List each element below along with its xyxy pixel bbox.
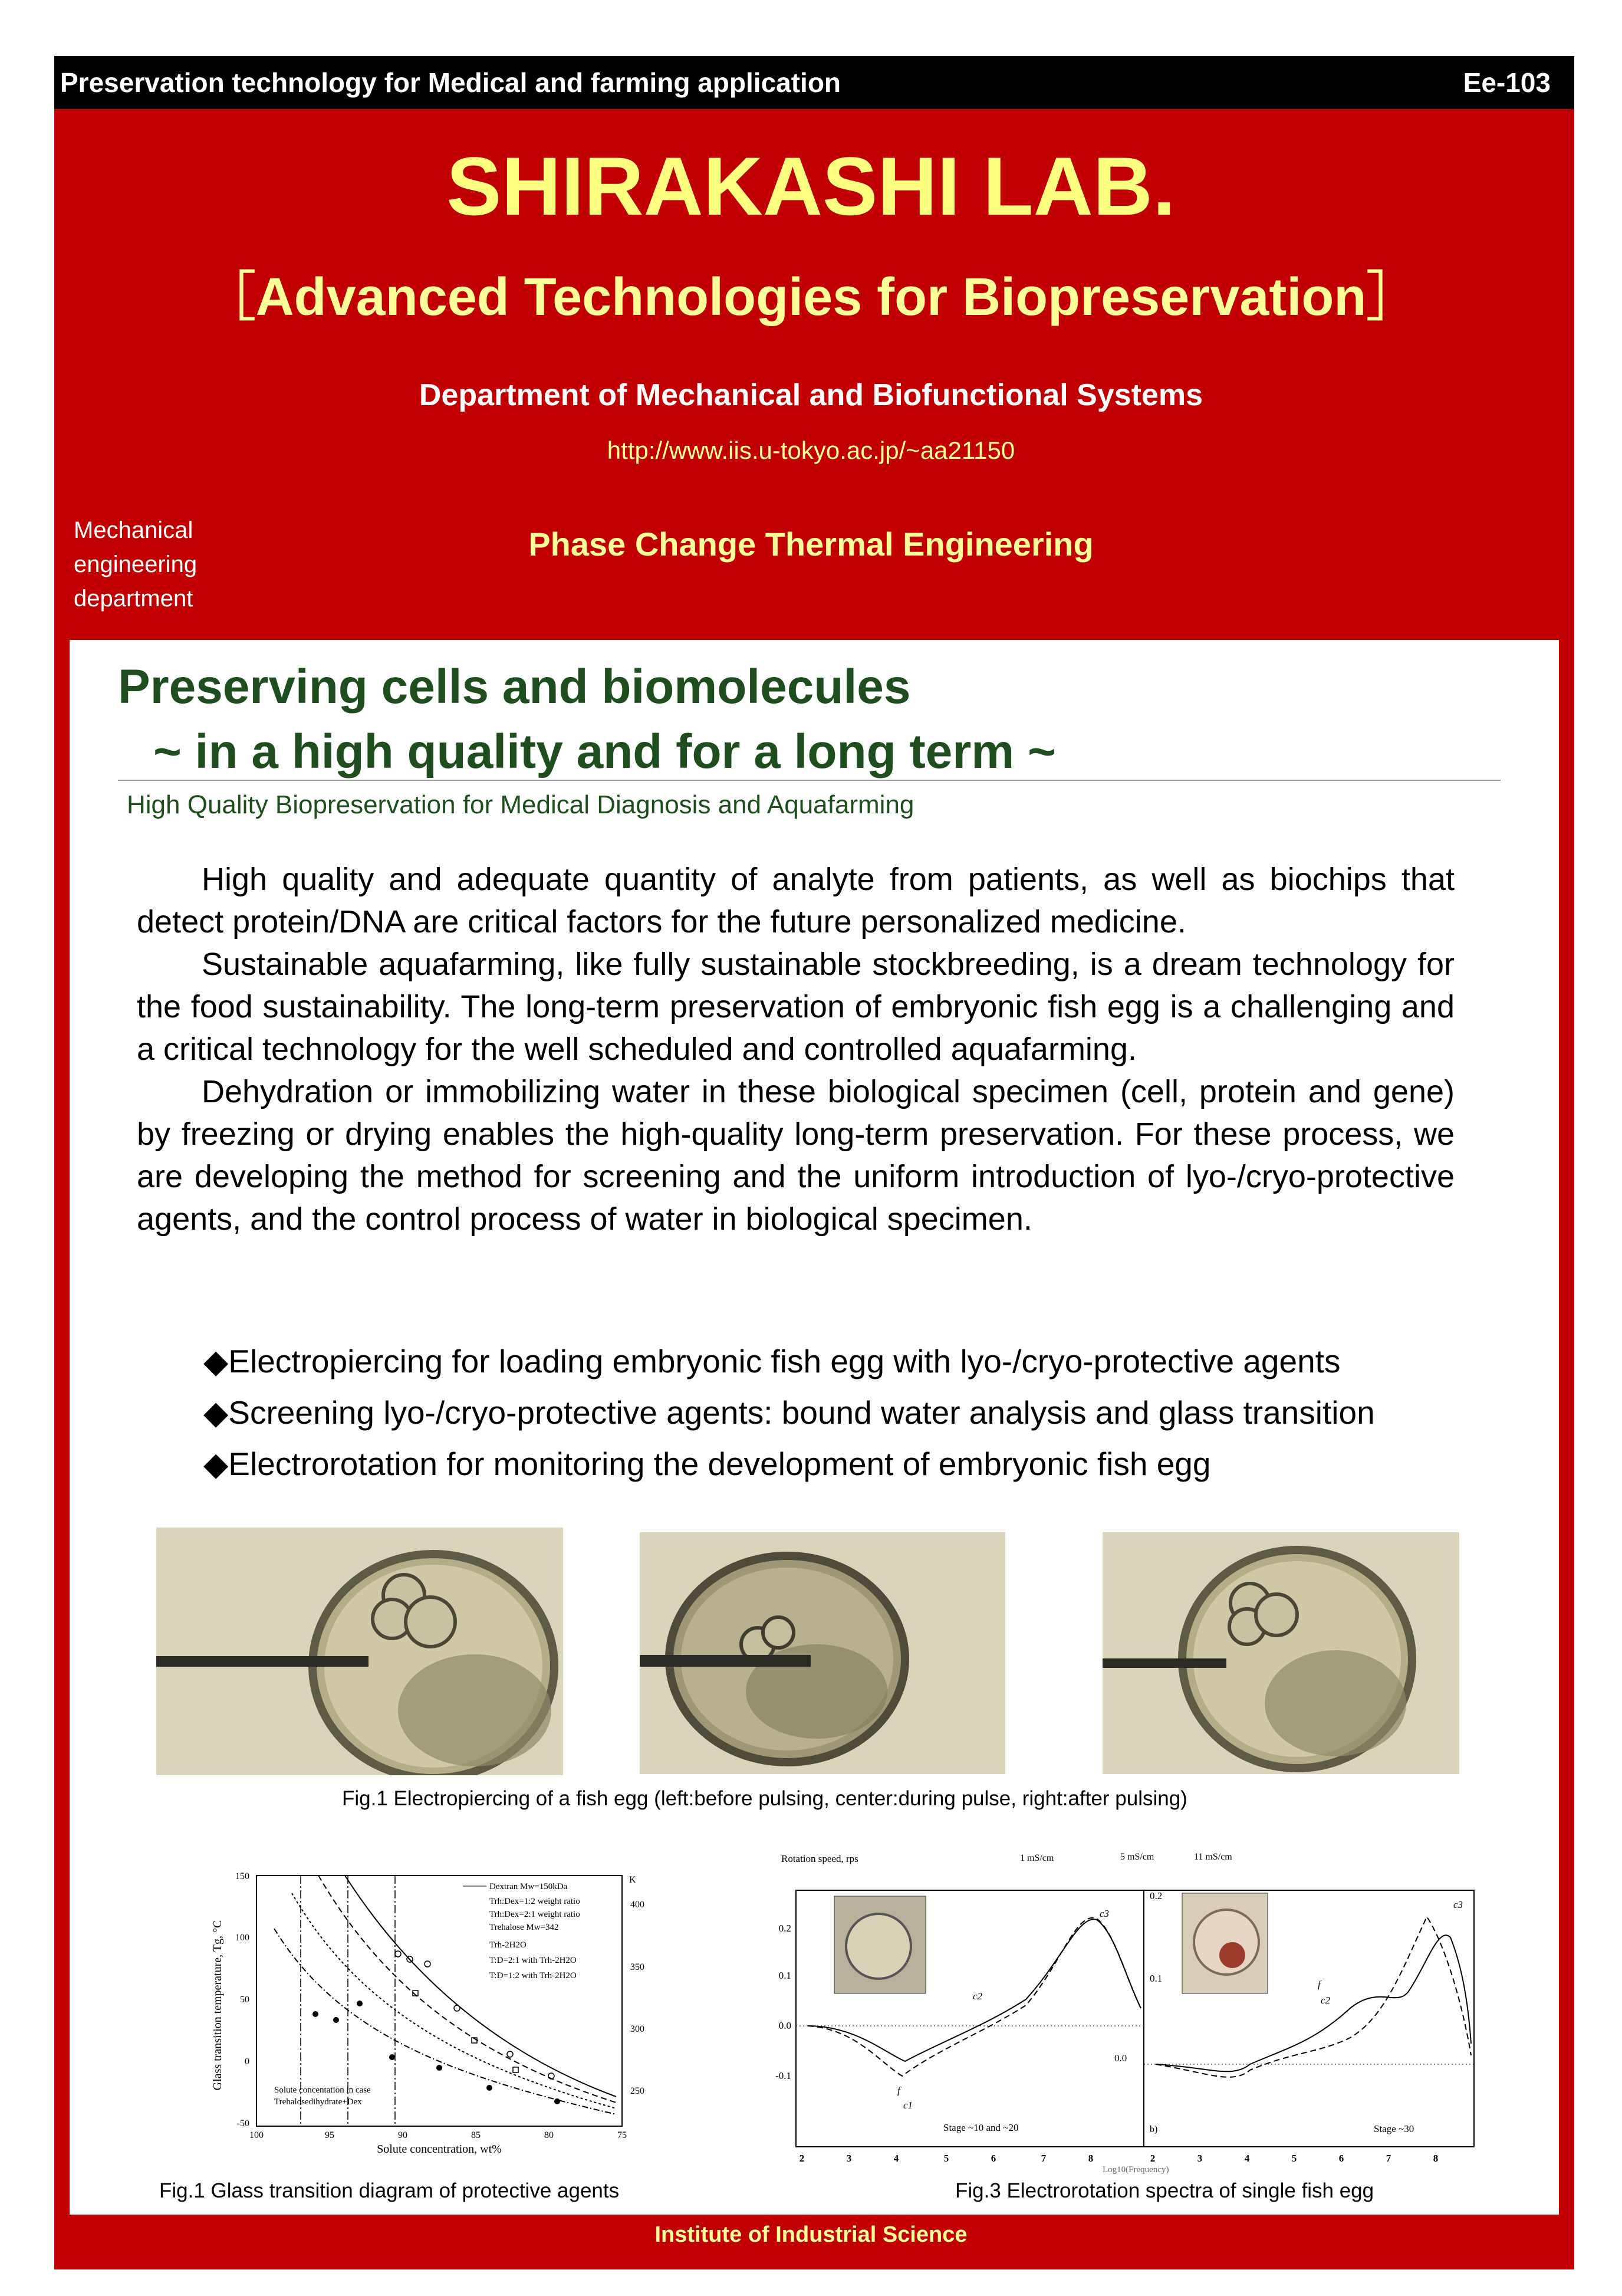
glass-note: Solute concentation in case [274, 2085, 371, 2095]
rot-peak-label: c3 [1100, 1908, 1110, 1919]
glass-legend-item: Trh:Dex=1:2 weight ratio [489, 1897, 580, 1906]
lab-url-link[interactable]: http://www.iis.u-tokyo.ac.jp/~aa21150 [607, 436, 1015, 464]
glass-y-label: Glass transition temperature, Tg, °C [211, 1920, 224, 2091]
topic-item: ◆Screening lyo-/cryo-protective agents: bound water analysis and glass transition [203, 1394, 1375, 1431]
main-heading-line2: ~ in a high quality and for a long term ~ [153, 725, 1056, 779]
glass-right-tick: 250 [630, 2086, 644, 2096]
rot-left-ytick: 0.0 [778, 2020, 791, 2031]
fig2-caption: Fig.1 Glass transition diagram of protective agents [159, 2179, 620, 2202]
glass-legend-item: Dextran Mw=150kDa [489, 1882, 568, 1891]
sub-heading: High Quality Biopreservation for Medical Diagnosis and Aquafarming [127, 790, 914, 819]
top-bar [54, 56, 1574, 109]
top-bar-title: Preservation technology for Medical and farming application [60, 67, 841, 98]
rot-peak-label: f [1318, 1979, 1321, 1990]
rot-x-label: Log10(Frequency) [1103, 2165, 1169, 2175]
glass-transition-chart [203, 1870, 652, 2170]
institute-footer: Institute of Industrial Science [654, 2222, 968, 2247]
glass-legend-item: Trh-2H2O [489, 1940, 527, 1950]
rot-right-ytick: 0.1 [1150, 1973, 1163, 1984]
rot-x-tick: 7 [1386, 2153, 1391, 2164]
research-topics [203, 1336, 1375, 1490]
glass-legend-item: Trehalose Mw=342 [489, 1923, 559, 1932]
body-text [137, 858, 1455, 1240]
rot-right-ytick: 0.0 [1114, 2052, 1127, 2064]
rot-x-tick: 4 [893, 2153, 899, 2164]
rot-left-ytick: -0.1 [775, 2070, 791, 2081]
research-field: Phase Change Thermal Engineering [528, 525, 1094, 563]
rot-y-label: Rotation speed, rps [781, 1853, 858, 1864]
poster-code: Ee-103 [1463, 67, 1551, 98]
rot-x-tick: 2 [799, 2153, 805, 2164]
department-label [74, 513, 197, 616]
rot-x-tick: 3 [846, 2153, 852, 2164]
rot-right-ytick: 0.2 [1150, 1890, 1163, 1901]
rot-x-tick: 7 [1041, 2153, 1047, 2164]
glass-x-tick: 75 [617, 2130, 627, 2140]
department-label-line3: department [74, 586, 193, 612]
glass-x-tick: 100 [249, 2130, 264, 2140]
rot-peak-label: c2 [973, 1990, 983, 2002]
glass-x-tick: 80 [544, 2130, 554, 2140]
glass-y-tick: 0 [245, 2057, 249, 2067]
glass-x-tick: 85 [471, 2130, 481, 2140]
glass-right-tick: 300 [630, 2024, 644, 2034]
lab-title: SHIRAKASHI LAB. [446, 140, 1176, 232]
rot-x-tick: 2 [1150, 2153, 1156, 2164]
electrorotation-chart [761, 1849, 1492, 2176]
rot-x-tick: 6 [1338, 2153, 1344, 2164]
heading-divider [118, 780, 1501, 781]
glass-legend-item: T:D=2:1 with Trh-2H2O [489, 1956, 577, 1965]
main-heading [118, 655, 1056, 784]
fish-egg-photo-during [640, 1532, 1005, 1774]
glass-legend-item: Trh:Dex=2:1 weight ratio [489, 1910, 580, 1919]
rot-left-stage: Stage ~10 and ~20 [943, 2122, 1019, 2133]
rot-x-tick: 4 [1244, 2153, 1250, 2164]
rot-panel-label: b) [1150, 2124, 1158, 2134]
fig3-caption: Fig.3 Electrorotation spectra of single fish egg [955, 2179, 1374, 2202]
rot-peak-label: f [897, 2085, 900, 2096]
rot-x-tick: 8 [1433, 2153, 1439, 2164]
rot-x-tick: 5 [1291, 2153, 1297, 2164]
glass-right-tick: 350 [630, 1962, 644, 1972]
paragraph-3: Dehydration or immobilizing water in these biological specimen (cell, protein and gene) by freezing or drying enables the high-quality long-term preservation. For these process, we are developing the method for screening and the uniform introduction of lyo-/cryo-protective agents, and the control process of water in biological specimen. [137, 1074, 1455, 1237]
rot-x-tick: 8 [1088, 2153, 1094, 2164]
paragraph-2: Sustainable aquafarming, like fully sustainable stockbreeding, is a dream technology for the food sustainability. The long-term preservation of embryonic fish egg is a challenging and a critical technology for the well scheduled and controlled aquafarming. [137, 947, 1455, 1067]
rot-legend-item: 1 mS/cm [1020, 1853, 1054, 1863]
rot-legend-item: 11 mS/cm [1194, 1852, 1232, 1862]
rot-right-stage: Stage ~30 [1374, 2123, 1414, 2134]
glass-x-tick: 90 [398, 2130, 407, 2140]
glass-legend [463, 1882, 580, 1980]
glass-x-tick: 95 [325, 2130, 334, 2140]
department-label-line2: engineering [74, 551, 198, 577]
rot-peak-label: c3 [1453, 1899, 1463, 1910]
fig1-caption: Fig.1 Electropiercing of a fish egg (left:before pulsing, center:during pulse, right:after pulsing) [342, 1787, 1187, 1810]
department-label-line1: Mechanical [74, 517, 193, 543]
glass-y-tick: 100 [235, 1933, 249, 1943]
paragraph-1: High quality and adequate quantity of analyte from patients, as well as biochips that detect protein/DNA are critical factors for the future personalized medicine. [137, 862, 1455, 940]
glass-right-tick: 400 [630, 1900, 644, 1910]
rot-x-tick: 5 [943, 2153, 949, 2164]
glass-right-unit: K [629, 1875, 636, 1885]
glass-x-label: Solute concentration, wt% [377, 2143, 502, 2156]
main-heading-line1: Preserving cells and biomolecules [118, 660, 911, 714]
department-name: Department of Mechanical and Biofunctional Systems [419, 378, 1203, 412]
rot-peak-label: c1 [903, 2100, 913, 2111]
fish-egg-photo-before [156, 1528, 563, 1775]
glass-y-tick: 50 [240, 1995, 249, 2005]
rot-x-tick: 3 [1197, 2153, 1203, 2164]
glass-y-tick: 150 [235, 1871, 249, 1881]
rot-x-tick: 6 [991, 2153, 996, 2164]
glass-note: Trehalosedihydrate+Dex [274, 2097, 362, 2107]
topic-item: ◆Electrorotation for monitoring the development of embryonic fish egg [203, 1446, 1211, 1482]
topic-item: ◆Electropiercing for loading embryonic fish egg with lyo-/cryo-protective agents [203, 1343, 1341, 1379]
lab-subtitle: ［Advanced Technologies for Biopreservation］ [202, 268, 1420, 327]
glass-legend-item: T:D=1:2 with Trh-2H2O [489, 1971, 577, 1980]
rot-left-ytick: 0.2 [778, 1923, 791, 1934]
rot-left-ytick: 0.1 [778, 1970, 791, 1981]
glass-y-tick: -50 [236, 2118, 249, 2129]
fish-egg-photo-after [1103, 1532, 1459, 1774]
rot-peak-label: c2 [1321, 1995, 1331, 2006]
rot-legend-item: 5 mS/cm [1120, 1852, 1154, 1862]
